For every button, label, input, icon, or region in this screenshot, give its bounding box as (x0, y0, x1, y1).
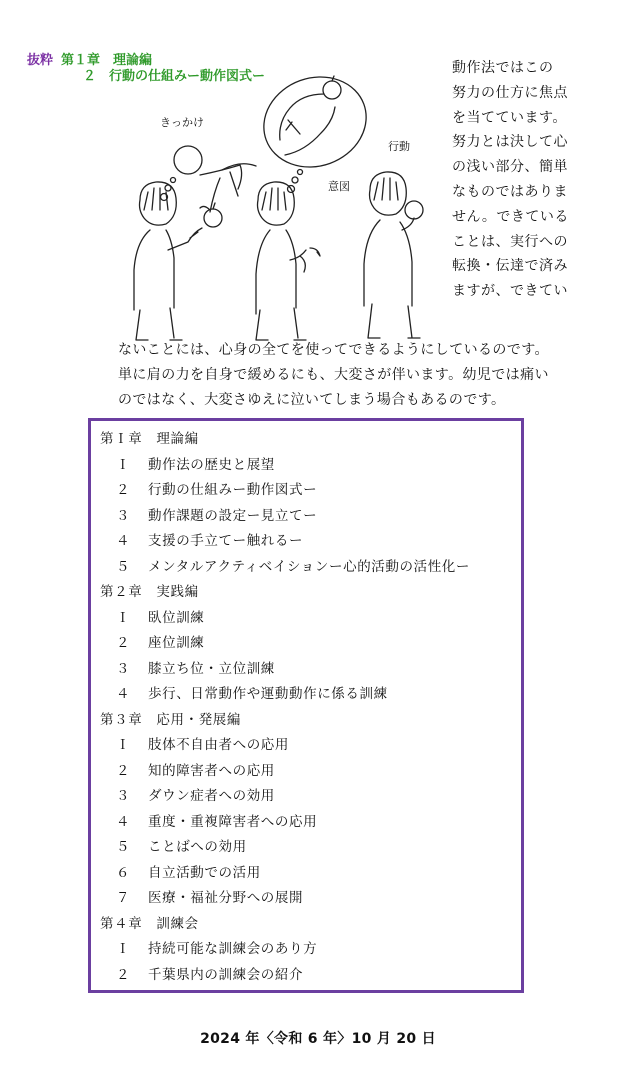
figure-trigger (134, 146, 256, 340)
toc-item-number: Ｉ (116, 609, 131, 626)
action-schema-illustration (110, 60, 450, 350)
side-line: 転換・伝達で済み (452, 258, 568, 275)
toc-item-label: 肢体不自由者への応用 (148, 737, 289, 753)
toc-item-number: ２ (116, 482, 131, 498)
toc-item-number: ３ (116, 660, 131, 677)
toc-item-number: Ｉ (116, 456, 131, 473)
toc-item-label: 持続可能な訓練会のあり方 (148, 941, 318, 957)
toc-item-number: ２ (116, 966, 131, 983)
figure-intention (251, 63, 379, 340)
body-line: のではなく、大変さゆえに泣いてしまう場合もあるのです。 (118, 392, 506, 408)
toc-item-number: ４ (116, 813, 131, 830)
body-line: 単に肩の力を自身で緩めるにも、大変さが伴います。幼児では痛い (118, 367, 549, 383)
toc-item-label: 支援の手立てー触れるー (148, 533, 304, 549)
side-line: 動作法ではこの (452, 60, 554, 76)
toc-item-number: ４ (116, 533, 131, 549)
toc-item-number: Ｉ (116, 737, 131, 753)
toc-item-number: ２ (116, 635, 131, 651)
toc-chapter: 第４章 訓練会 (100, 915, 199, 932)
label-trigger: きっかけ (160, 116, 204, 129)
side-line: ますが、できてい (452, 283, 568, 300)
toc-item-number: ３ (116, 788, 131, 804)
excerpt-tag: 抜粋 (27, 53, 54, 68)
body-line: ないことには、心身の全てを使ってできるようにしているのです。 (118, 342, 549, 358)
toc-item-label: 膝立ち位・立位訓練 (148, 660, 275, 677)
chapter-heading: 第１章 理論編 (61, 53, 153, 68)
toc-chapter: 第Ｉ章 理論編 (100, 431, 199, 447)
toc-item-label: 臥位訓練 (148, 609, 205, 626)
label-action: 行動 (388, 140, 410, 153)
toc-item-number: ７ (116, 890, 131, 906)
figure-action (364, 172, 423, 338)
toc-item-number: ４ (116, 686, 131, 702)
toc-item-label: 自立活動での活用 (148, 864, 261, 881)
side-line: の浅い部分、簡単 (452, 159, 568, 176)
toc-item-label: 医療・福祉分野への展開 (148, 890, 304, 906)
body-paragraph (118, 338, 598, 413)
side-line: を当てています。 (452, 109, 567, 126)
toc-item-number: ３ (116, 507, 131, 524)
toc-item-label: 重度・重複障害者への応用 (148, 813, 318, 830)
publication-date: 2024 年〈令和 6 年〉10 月 20 日 (200, 1031, 436, 1047)
side-line: せん。できている (452, 208, 569, 225)
toc-item-number: ５ (116, 839, 131, 855)
side-paragraph (452, 56, 592, 304)
toc-item-label: 行動の仕組みー動作図式ー (148, 482, 318, 498)
toc-item-label: 知的障害者への応用 (148, 762, 275, 779)
toc-item-label: ダウン症者への効用 (148, 788, 275, 804)
toc-item-number: ６ (116, 864, 131, 881)
toc-item-label: 歩行、日常動作や運動動作に係る訓練 (148, 686, 388, 702)
toc-item-label: 動作法の歴史と展望 (148, 456, 275, 473)
toc-chapter: 第３章 応用・発展編 (100, 711, 241, 728)
section-heading: ２ 行動の仕組みー動作図式ー (83, 69, 266, 84)
toc-item-number: Ｉ (116, 941, 131, 957)
side-line: ことは、実行への (452, 233, 568, 250)
toc-item-label: メンタルアクティベイションー心的活動の活性化ー (148, 558, 471, 575)
toc-item-label: 座位訓練 (148, 635, 205, 651)
toc-chapter: 第２章 実践編 (100, 584, 199, 600)
side-line: なものではありま (452, 183, 568, 200)
side-line: 努力の仕方に焦点 (452, 84, 568, 101)
toc-item-label: 動作課題の設定ー見立てー (148, 507, 318, 524)
side-line: 努力とは決して心 (452, 134, 568, 151)
toc-item-label: ことばへの効用 (148, 839, 247, 855)
label-intention: 意図 (328, 180, 350, 193)
toc-item-number: ５ (116, 558, 131, 575)
table-of-contents (88, 418, 524, 993)
toc-item-number: ２ (116, 762, 131, 779)
toc-item-label: 千葉県内の訓練会の紹介 (148, 966, 304, 983)
